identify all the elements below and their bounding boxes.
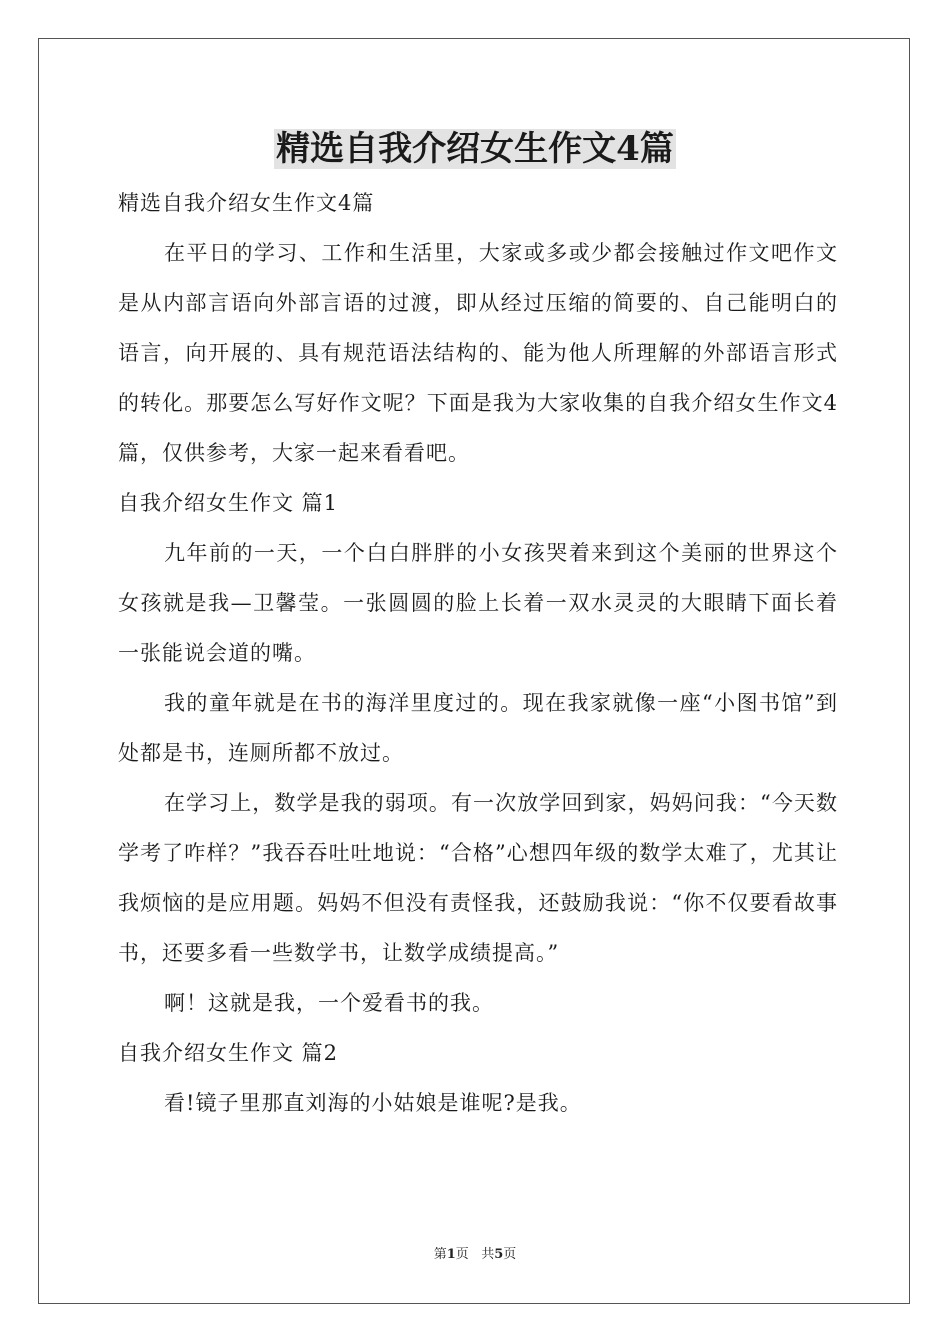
essay2-paragraph-1: 看!镜子里那直刘海的小姑娘是谁呢?是我。 [164, 1091, 582, 1115]
subtitle-line: 精选自我介绍女生作文4篇 [118, 191, 375, 215]
total-pages: 5 [494, 1247, 504, 1262]
document-body [118, 178, 838, 1128]
essay1-paragraph-3: 在学习上，数学是我的弱项。有一次放学回到家，妈妈问我：“今天数学考了咋样？”我吞吞吐吐地说：“合格”心想四年级的数学太难了，尤其让我烦恼的是应用题。妈妈不但没有责怪我，还鼓励我说：“你不仅要看故事书，还要多看一些数学书，让数学成绩提高。” [118, 791, 838, 965]
page-footer [0, 1246, 950, 1264]
page-suffix: 页 [455, 1247, 469, 1262]
document-title-text: 精选自我介绍女生作文4篇 [276, 129, 674, 169]
page-number: 1 [446, 1247, 456, 1262]
document-title [0, 126, 950, 172]
essay1-paragraph-2: 我的童年就是在书的海洋里度过的。现在我家就像一座“小图书馆”到处都是书，连厕所都不放过。 [118, 691, 838, 765]
essay1-paragraph-1: 九年前的一天，一个白白胖胖的小女孩哭着来到这个美丽的世界这个女孩就是我—卫馨莹。一张圆圆的脸上长着一双水灵灵的大眼睛下面长着一张能说会道的嘴。 [118, 541, 838, 665]
total-suffix: 页 [503, 1247, 517, 1262]
total-prefix: 共 [481, 1247, 495, 1262]
section-heading-1: 自我介绍女生作文 篇1 [118, 491, 339, 515]
essay1-paragraph-4: 啊！这就是我，一个爱看书的我。 [164, 991, 494, 1015]
intro-paragraph: 在平日的学习、工作和生活里，大家或多或少都会接触过作文吧作文是从内部言语向外部言语的过渡，即从经过压缩的简要的、自己能明白的语言，向开展的、具有规范语法结构的、能为他人所理解的外部语言形式的转化。那要怎么写好作文呢？下面是我为大家收集的自我介绍女生作文4篇，仅供参考，大家一起来看看吧。 [118, 241, 838, 465]
page-prefix: 第 [433, 1247, 447, 1262]
section-heading-2: 自我介绍女生作文 篇2 [118, 1041, 339, 1065]
